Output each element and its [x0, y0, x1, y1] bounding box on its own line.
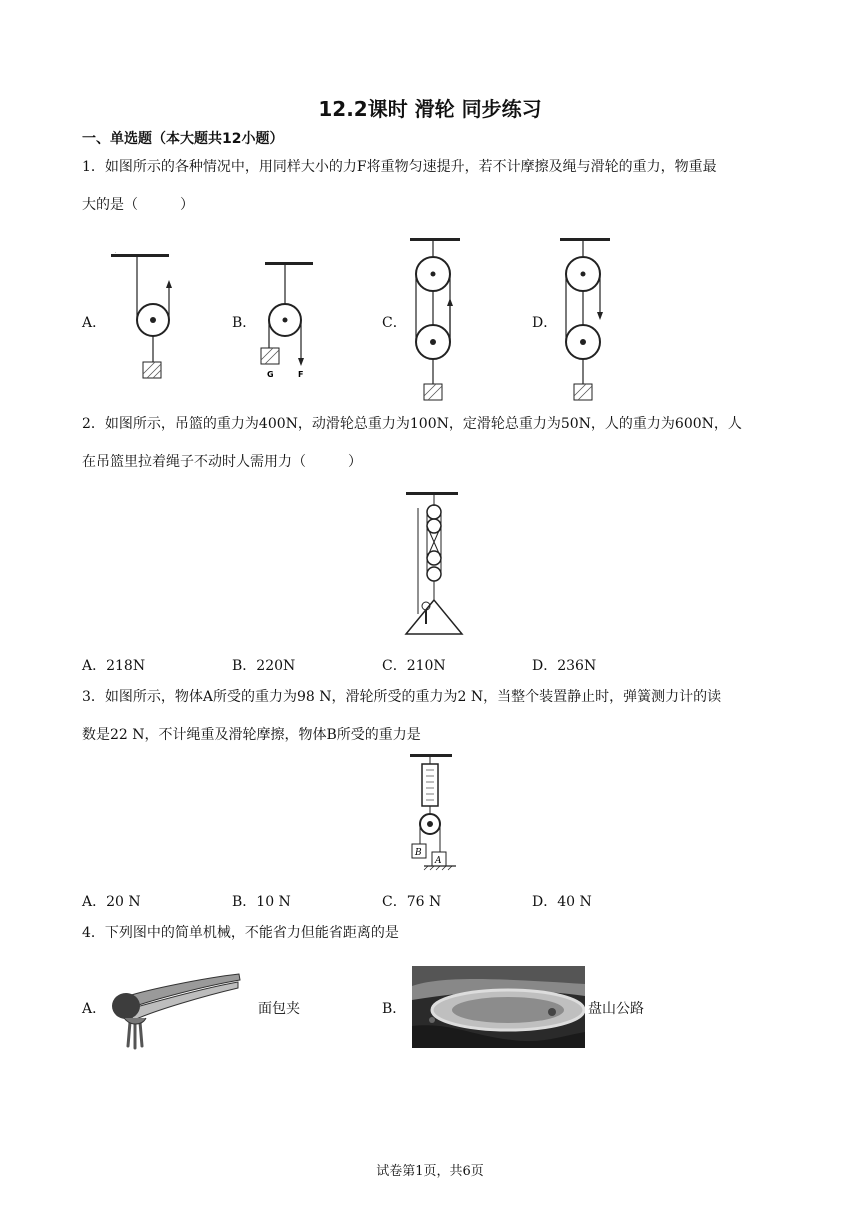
q1-option-d[interactable]: D． — [532, 315, 558, 331]
q2-option-c[interactable]: C．210N — [382, 658, 446, 674]
q1-figure-b — [255, 258, 325, 383]
q1-option-c[interactable]: C． — [382, 315, 407, 331]
q4-caption-b: 盘山公路 — [588, 1001, 644, 1017]
question-3-line-1: 3．如图所示，物体A所受的重力为98 N，滑轮所受的重力为2 N，当整个装置静止时，弹簧测力计的读 — [82, 689, 722, 705]
q4-figure-mountain-road — [412, 966, 585, 1048]
question-2-line-1: 2．如图所示，吊篮的重力为400N，动滑轮总重力为100N，定滑轮总重力为50N，人的重力为600N，人 — [82, 416, 742, 432]
q3-option-d[interactable]: D．40 N — [532, 894, 592, 910]
q1-figure-d — [550, 234, 620, 406]
q2-option-b[interactable]: B．220N — [232, 658, 296, 674]
question-2-line-2: 在吊篮里拉着绳子不动时人需用力（ ） — [82, 454, 362, 470]
q3-option-b[interactable]: B．10 N — [232, 894, 291, 910]
q1-option-b[interactable]: B． — [232, 315, 257, 331]
label-b: B — [415, 848, 422, 858]
q2-figure-basket — [398, 488, 468, 640]
question-4-text — [82, 914, 782, 952]
page-title: 12.2课时 滑轮 同步练习 — [318, 97, 542, 121]
q1-figure-a — [105, 252, 185, 384]
label-g: G — [267, 370, 274, 379]
q4-option-a[interactable]: A． — [82, 1001, 107, 1017]
question-1-line-2: 大的是（ ） — [82, 197, 194, 213]
question-4-line-1: 4．下列图中的简单机械，不能省力但能省距离的是 — [82, 925, 399, 941]
question-3-line-2: 数是22 N，不计绳重及滑轮摩擦，物体B所受的重力是 — [82, 727, 421, 743]
question-3-text — [82, 678, 782, 754]
q4-option-b[interactable]: B． — [382, 1001, 407, 1017]
q4-figure-bread-tongs — [104, 968, 244, 1052]
q2-option-a[interactable]: A．218N — [82, 658, 146, 674]
q1-figure-c — [400, 234, 470, 406]
q3-figure-spring-scale — [402, 752, 462, 872]
q3-option-a[interactable]: A．20 N — [82, 894, 141, 910]
label-f: F — [298, 370, 304, 379]
q4-caption-a: 面包夹 — [258, 1001, 300, 1017]
question-2-text — [82, 405, 782, 481]
label-a: A — [435, 856, 442, 866]
q2-option-d[interactable]: D．236N — [532, 658, 597, 674]
question-1-line-1: 1．如图所示的各种情况中，用同样大小的力F将重物匀速提升，若不计摩擦及绳与滑轮的重力，物重最 — [82, 159, 717, 175]
q1-option-a[interactable]: A． — [82, 315, 107, 331]
q3-option-c[interactable]: C．76 N — [382, 894, 442, 910]
page-footer: 试卷第1页，共6页 — [376, 1164, 484, 1179]
section-heading: 一、单选题（本大题共12小题） — [82, 131, 284, 147]
question-1-text — [82, 148, 782, 224]
